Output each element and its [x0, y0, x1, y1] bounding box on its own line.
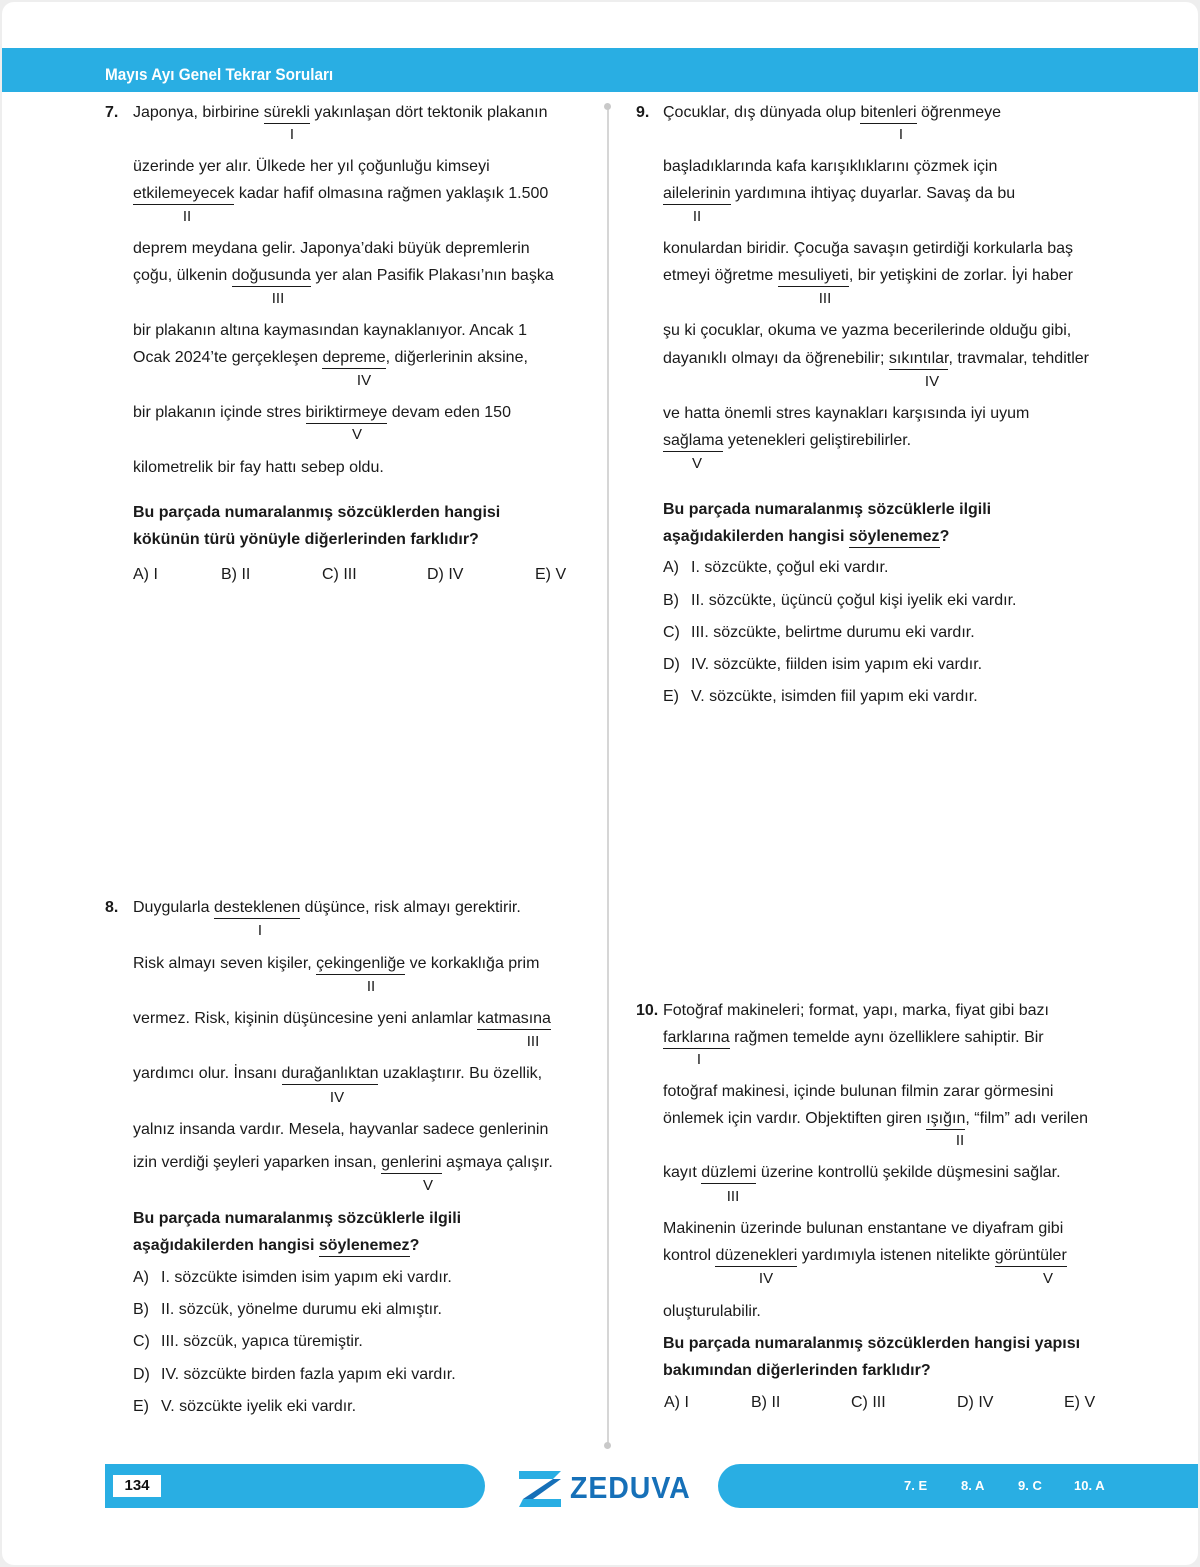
- text: Japonya, birbirine: [133, 104, 264, 121]
- passage-line: [663, 185, 1015, 203]
- passage-line: kilometrelik bir fay hattı sebep oldu.: [133, 459, 384, 476]
- passage-line: başladıklarında kafa karışıklıklarını çözmek için: [663, 158, 998, 175]
- passage-line: fotoğraf makinesi, içinde bulunan filmin zarar görmesini: [663, 1083, 1054, 1100]
- text: aşağıdakilerden hangisi: [663, 528, 849, 545]
- passage-line: bir plakanın altına kaymasından kaynaklanıyor. Ancak 1: [133, 322, 528, 339]
- logo-text: ZEDUVA: [570, 1470, 691, 1505]
- word-marker-III: III: [726, 1188, 740, 1205]
- text: bir plakanın içinde stres: [133, 404, 306, 421]
- emphasis-word: söylenemez: [319, 1237, 410, 1257]
- answer-key-8: 8. A: [961, 1478, 985, 1493]
- word-marker-IV: IV: [758, 1270, 774, 1287]
- option-d[interactable]: D) IV: [427, 566, 464, 583]
- passage-line: [133, 104, 547, 122]
- question-number: 9.: [636, 104, 650, 121]
- passage-line: [133, 349, 528, 367]
- choice-text: I. sözcükte isimden isim yapım eki vardır.: [161, 1269, 452, 1286]
- text: kadar hafif olmasına rağmen yaklaşık 1.500: [234, 185, 549, 202]
- passage-line: [133, 185, 548, 203]
- divider-dot-top: [604, 103, 611, 110]
- word-marker-V: V: [351, 426, 363, 443]
- answer-key-10: 10. A: [1074, 1478, 1105, 1493]
- passage-line: şu ki çocuklar, okuma ve yazma becerilerinde olduğu gibi,: [663, 322, 1072, 339]
- text: , bir yetişkini de zorlar. İyi haber: [848, 267, 1073, 284]
- text: devam eden 150: [387, 404, 511, 421]
- option-d[interactable]: D) IV: [957, 1394, 994, 1411]
- passage-line: üzerinde yer alır. Ülkede her yıl çoğunluğu kimseyi: [133, 158, 490, 175]
- option-c[interactable]: C) III: [322, 566, 357, 583]
- word-marker-V: V: [691, 455, 703, 472]
- text: Duygularla: [133, 899, 214, 916]
- underlined-word-I: sürekli: [264, 104, 310, 124]
- underlined-word-I: bitenleri: [860, 104, 916, 124]
- text: uzaklaştırır. Bu özellik,: [378, 1065, 543, 1082]
- word-marker-I: I: [257, 922, 263, 939]
- text: izin verdiği şeyleri yaparken insan,: [133, 1154, 382, 1171]
- text: kayıt: [663, 1164, 702, 1181]
- passage-line: [133, 1154, 553, 1172]
- divider-dot-bottom: [604, 1442, 611, 1449]
- text: , “film” adı verilen: [965, 1110, 1089, 1127]
- question-stem: [663, 528, 949, 546]
- choice-text: IV. sözcükte birden fazla yapım eki vardır.: [161, 1366, 456, 1383]
- text: vermez. Risk, kişinin düşüncesine yeni anlamlar: [133, 1010, 478, 1027]
- word-marker-IV: IV: [356, 372, 372, 389]
- choice-text: V. sözcükte iyelik eki vardır.: [161, 1398, 357, 1415]
- text: yardımına ihtiyaç duyarlar. Savaş da bu: [730, 185, 1016, 202]
- choice-text: I. sözcükte, çoğul eki vardır.: [691, 559, 889, 576]
- text: Ocak 2024’te gerçekleşen: [133, 349, 323, 366]
- text: yer alan Pasifik Plakası’nın başka: [310, 267, 554, 284]
- passage-line: oluşturulabilir.: [663, 1303, 761, 1320]
- question-stem: kökünün türü yönüyle diğerlerinden farklıdır?: [133, 531, 479, 548]
- page-number: 134: [113, 1475, 161, 1497]
- choice-letter: E): [663, 688, 679, 705]
- word-marker-III: III: [526, 1033, 540, 1050]
- word-marker-V: V: [422, 1177, 434, 1194]
- text: ?: [939, 528, 950, 545]
- choice-letter: B): [133, 1301, 149, 1318]
- column-divider: [607, 108, 609, 1446]
- choice-letter: C): [663, 624, 680, 641]
- choice-text: II. sözcük, yönelme durumu eki almıştır.: [161, 1301, 442, 1318]
- passage-line: [663, 432, 911, 450]
- underlined-word-II: ailelerinin: [663, 185, 731, 205]
- choice-text: II. sözcükte, üçüncü çoğul kişi iyelik eki vardır.: [691, 592, 1017, 609]
- word-marker-I: I: [696, 1051, 702, 1068]
- question-stem: bakımından diğerlerinden farklıdır?: [663, 1362, 931, 1379]
- text: yetenekleri geliştirebilirler.: [723, 432, 912, 449]
- word-marker-II: II: [955, 1132, 965, 1149]
- text: Çocuklar, dış dünyada olup: [663, 104, 861, 121]
- text: rağmen temelde aynı özelliklere sahiptir. Bir: [729, 1029, 1044, 1046]
- choice-text: V. sözcükte, isimden fiil yapım eki vardır.: [691, 688, 978, 705]
- text: aşağıdakilerden hangisi: [133, 1237, 319, 1254]
- choice-text: III. sözcükte, belirtme durumu eki vardır.: [691, 624, 975, 641]
- word-marker-III: III: [271, 290, 285, 307]
- passage-line: [133, 1065, 542, 1083]
- word-marker-II: II: [366, 978, 376, 995]
- option-b[interactable]: B) II: [221, 566, 251, 583]
- passage-line: [663, 1029, 1044, 1047]
- text: etmeyi öğretme: [663, 267, 778, 284]
- passage-line: Fotoğraf makineleri; format, yapı, marka, fiyat gibi bazı: [663, 1002, 1049, 1019]
- header-bar: [2, 48, 1198, 92]
- text: aşmaya çalışır.: [441, 1154, 553, 1171]
- underlined-word-II: çekingenliğe: [316, 955, 405, 975]
- option-a[interactable]: A) I: [133, 566, 158, 583]
- text: ve korkaklığa prim: [405, 955, 540, 972]
- passage-line: [663, 267, 1073, 285]
- question-number: 10.: [636, 1002, 659, 1019]
- question-number: 8.: [105, 899, 119, 916]
- text: Risk almayı seven kişiler,: [133, 955, 317, 972]
- choice-letter: A): [663, 559, 679, 576]
- text: yardımcı olur. İnsanı: [133, 1065, 282, 1082]
- text: üzerine kontrollü şekilde düşmesini sağlar.: [756, 1164, 1061, 1181]
- question-stem: Bu parçada numaralanmış sözcüklerden hangisi: [133, 504, 501, 521]
- choice-letter: B): [663, 592, 679, 609]
- passage-line: Makinenin üzerinde bulunan enstantane ve diyafram gibi: [663, 1220, 1064, 1237]
- option-e[interactable]: E) V: [1064, 1394, 1096, 1411]
- choice-letter: D): [663, 656, 680, 673]
- underlined-word-III: mesuliyeti: [778, 267, 849, 287]
- text: ?: [409, 1237, 420, 1254]
- passage-line: yalnız insanda vardır. Mesela, hayvanlar sadece genlerinin: [133, 1121, 549, 1138]
- header-title: Mayıs Ayı Genel Tekrar Soruları: [105, 65, 334, 84]
- choice-letter: C): [133, 1333, 150, 1350]
- passage-line: [133, 404, 511, 422]
- passage-line: [133, 267, 554, 285]
- option-b[interactable]: B) II: [751, 1394, 781, 1411]
- option-c[interactable]: C) III: [851, 1394, 886, 1411]
- word-marker-I: I: [289, 126, 295, 143]
- zeduva-logo-icon: [517, 1465, 565, 1509]
- text: , travmalar, tehditler: [948, 350, 1089, 367]
- text: yakınlaşan dört tektonik plakanın: [309, 104, 548, 121]
- passage-line: [663, 350, 1089, 368]
- text: , diğerlerinin aksine,: [385, 349, 528, 366]
- passage-line: [133, 1010, 551, 1028]
- passage-line: ve hatta önemli stres kaynakları karşısında iyi uyum: [663, 405, 1030, 422]
- choice-text: III. sözcük, yapıca türemiştir.: [161, 1333, 363, 1350]
- footer-right-bar: [718, 1464, 1198, 1508]
- page: [2, 2, 1198, 1565]
- passage-line: [663, 1110, 1088, 1128]
- word-marker-IV: IV: [329, 1089, 345, 1106]
- answer-key-7: 7. E: [904, 1478, 928, 1493]
- underlined-word-IV: durağanlıktan: [282, 1065, 379, 1085]
- emphasis-word: söylenemez: [849, 528, 940, 548]
- choice-letter: D): [133, 1366, 150, 1383]
- underlined-word-I: desteklenen: [214, 899, 300, 919]
- underlined-word-V: genlerini: [381, 1154, 441, 1174]
- passage-line: [663, 104, 1001, 122]
- choice-letter: A): [133, 1269, 149, 1286]
- text: dayanıklı olmayı da öğrenebilir;: [663, 350, 889, 367]
- word-marker-V: V: [1042, 1270, 1054, 1287]
- passage-line: [133, 899, 521, 917]
- underlined-word-II: ışığın: [926, 1110, 965, 1130]
- underlined-word-III: düzlemi: [701, 1164, 756, 1184]
- underlined-word-V: görüntüler: [995, 1247, 1067, 1267]
- underlined-word-II: etkilemeyecek: [133, 185, 234, 205]
- word-marker-III: III: [818, 290, 832, 307]
- passage-line: konulardan biridir. Çocuğa savaşın getirdiği korkularla baş: [663, 240, 1073, 257]
- underlined-word-IV: depreme: [322, 349, 385, 369]
- answer-key-9: 9. C: [1018, 1478, 1042, 1493]
- passage-line: [663, 1247, 1067, 1265]
- text: düşünce, risk almayı gerektirir.: [300, 899, 521, 916]
- question-stem: [133, 1237, 419, 1255]
- zeduva-logo: [517, 1465, 697, 1509]
- question-stem: Bu parçada numaralanmış sözcüklerden hangisi yapısı: [663, 1335, 1081, 1352]
- question-number: 7.: [105, 104, 119, 121]
- underlined-word-IV: sıkıntılar: [889, 350, 949, 370]
- passage-line: [133, 955, 539, 973]
- choice-text: IV. sözcükte, fiilden isim yapım eki vardır.: [691, 656, 983, 673]
- text: önlemek için vardır. Objektiften giren: [663, 1110, 927, 1127]
- underlined-word-I: farklarına: [663, 1029, 730, 1049]
- text: yardımıyla istenen nitelikte: [797, 1247, 995, 1264]
- word-marker-I: I: [898, 126, 904, 143]
- question-stem: Bu parçada numaralanmış sözcüklerle ilgili: [663, 501, 992, 518]
- option-e[interactable]: E) V: [535, 566, 567, 583]
- text: kontrol: [663, 1247, 716, 1264]
- underlined-word-V: sağlama: [663, 432, 723, 452]
- passage-line: deprem meydana gelir. Japonya’daki büyük depremlerin: [133, 240, 530, 257]
- word-marker-II: II: [692, 208, 702, 225]
- footer-left-bar: [105, 1464, 485, 1508]
- text: çoğu, ülkenin: [133, 267, 232, 284]
- word-marker-II: II: [182, 208, 192, 225]
- option-a[interactable]: A) I: [664, 1394, 689, 1411]
- text: öğrenmeye: [916, 104, 1001, 121]
- underlined-word-IV: düzenekleri: [715, 1247, 797, 1267]
- underlined-word-III: katmasına: [477, 1010, 551, 1030]
- choice-letter: E): [133, 1398, 149, 1415]
- passage-line: [663, 1164, 1061, 1182]
- underlined-word-III: doğusunda: [232, 267, 311, 287]
- underlined-word-V: biriktirmeye: [306, 404, 388, 424]
- question-stem: Bu parçada numaralanmış sözcüklerle ilgili: [133, 1210, 462, 1227]
- word-marker-IV: IV: [924, 373, 940, 390]
